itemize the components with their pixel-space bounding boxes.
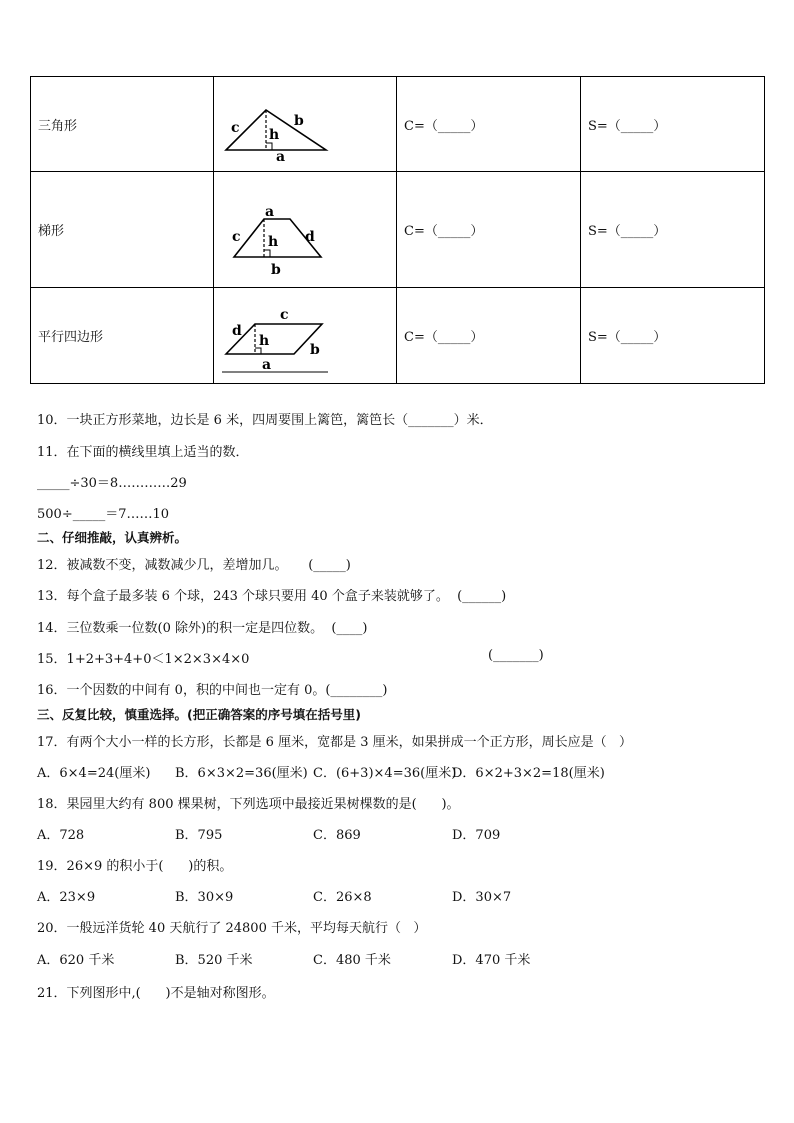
question-10: 10．一块正方形菜地，边长是 6 米，四周要围上篱笆，篱笆长（_______）米． xyxy=(37,413,493,428)
question-12: 12．被减数不变，减数减少几，差增加几。 (_____) xyxy=(37,558,351,573)
question-19: 19．26×9 的积小于( )的积。 xyxy=(37,859,233,874)
question-16: 16．一个因数的中间有 0，积的中间也一定有 0。(________) xyxy=(37,683,388,698)
q19-option-b[interactable]: B．30×9 xyxy=(175,890,234,905)
q17-option-b[interactable]: B．6×3×2=36(厘米) xyxy=(175,766,308,781)
area-triangle[interactable]: S=（_____） xyxy=(581,77,765,172)
question-14: 14．三位数乘一位数(0 除外)的积一定是四位数。 (____) xyxy=(37,621,368,636)
trapezoid-figure-cell xyxy=(214,172,397,288)
label-h: h xyxy=(269,127,280,143)
label-b: b xyxy=(310,342,320,358)
q18-option-b[interactable]: B．795 xyxy=(175,828,223,843)
q20-option-c[interactable]: C．480 千米 xyxy=(313,953,391,968)
label-h: h xyxy=(268,234,279,250)
parallelogram-figure-cell xyxy=(214,288,397,384)
question-13: 13．每个盒子最多装 6 个球，243 个球只要用 40 个盒子来装就够了。 (______) xyxy=(37,589,507,604)
question-11b: 500÷_____＝7……10 xyxy=(37,507,170,522)
question-21: 21．下列图形中,( )不是轴对称图形。 xyxy=(37,986,275,1001)
label-d: d xyxy=(232,323,242,339)
q19-option-d[interactable]: D．30×7 xyxy=(452,890,512,905)
label-h: h xyxy=(259,333,270,349)
q17-option-a[interactable]: A．6×4=24(厘米) xyxy=(37,766,151,781)
question-17: 17．有两个大小一样的长方形，长都是 6 厘米，宽都是 3 厘米，如果拼成一个正方形，周长应是（ ） xyxy=(37,735,633,750)
label-b: b xyxy=(294,113,304,129)
shape-name-trapezoid: 梯形 xyxy=(31,172,214,288)
q20-option-b[interactable]: B．520 千米 xyxy=(175,953,253,968)
question-18: 18．果园里大约有 800 棵果树，下列选项中最接近果树棵数的是( )。 xyxy=(37,797,460,812)
table-row-triangle xyxy=(31,77,765,172)
table-row-parallelogram xyxy=(31,288,765,384)
q17-option-c[interactable]: C．(6+3)×4=36(厘米) xyxy=(313,766,457,781)
label-c: c xyxy=(232,229,241,245)
question-20: 20．一般远洋货轮 40 天航行了 24800 千米，平均每天航行（ ） xyxy=(37,921,427,936)
question-11a: _____÷30＝8…………29 xyxy=(37,476,187,491)
q19-option-c[interactable]: C．26×8 xyxy=(313,890,372,905)
area-parallelogram[interactable]: S=（_____） xyxy=(581,288,765,384)
q19-option-a[interactable]: A．23×9 xyxy=(37,890,96,905)
trapezoid-figure xyxy=(214,172,397,287)
triangle-figure xyxy=(214,77,397,171)
label-b: b xyxy=(271,262,281,278)
table-row-trapezoid xyxy=(31,172,765,288)
q20-option-d[interactable]: D．470 千米 xyxy=(452,953,531,968)
q20-option-a[interactable]: A．620 千米 xyxy=(37,953,115,968)
shape-formula-table xyxy=(30,76,765,384)
perimeter-trapezoid[interactable]: C=（_____） xyxy=(397,172,581,288)
label-a: a xyxy=(276,149,286,165)
area-trapezoid[interactable]: S=（_____） xyxy=(581,172,765,288)
section-2-heading: 二、仔细推敲，认真辨析。 xyxy=(37,530,188,545)
shape-name-triangle: 三角形 xyxy=(31,77,214,172)
q18-option-a[interactable]: A．728 xyxy=(37,828,85,843)
section-3-heading: 三、反复比较，慎重选择。(把正确答案的序号填在括号里) xyxy=(37,707,361,722)
label-a: a xyxy=(262,357,272,373)
label-c: c xyxy=(280,307,289,323)
question-15-blank[interactable]: (_______) xyxy=(488,648,544,663)
perimeter-parallelogram[interactable]: C=（_____） xyxy=(397,288,581,384)
question-11: 11．在下面的横线里填上适当的数． xyxy=(37,445,249,460)
parallelogram-figure xyxy=(214,288,397,383)
perimeter-triangle[interactable]: C=（_____） xyxy=(397,77,581,172)
label-d: d xyxy=(305,229,315,245)
label-a: a xyxy=(265,204,275,220)
triangle-figure-cell xyxy=(214,77,397,172)
shape-name-parallelogram: 平行四边形 xyxy=(31,288,214,384)
q18-option-c[interactable]: C．869 xyxy=(313,828,361,843)
q18-option-d[interactable]: D．709 xyxy=(452,828,501,843)
q17-option-d[interactable]: D．6×2+3×2=18(厘米) xyxy=(452,766,605,781)
label-c: c xyxy=(231,120,240,136)
question-15: 15．1+2+3+4+0＜1×2×3×4×0 xyxy=(37,652,250,667)
